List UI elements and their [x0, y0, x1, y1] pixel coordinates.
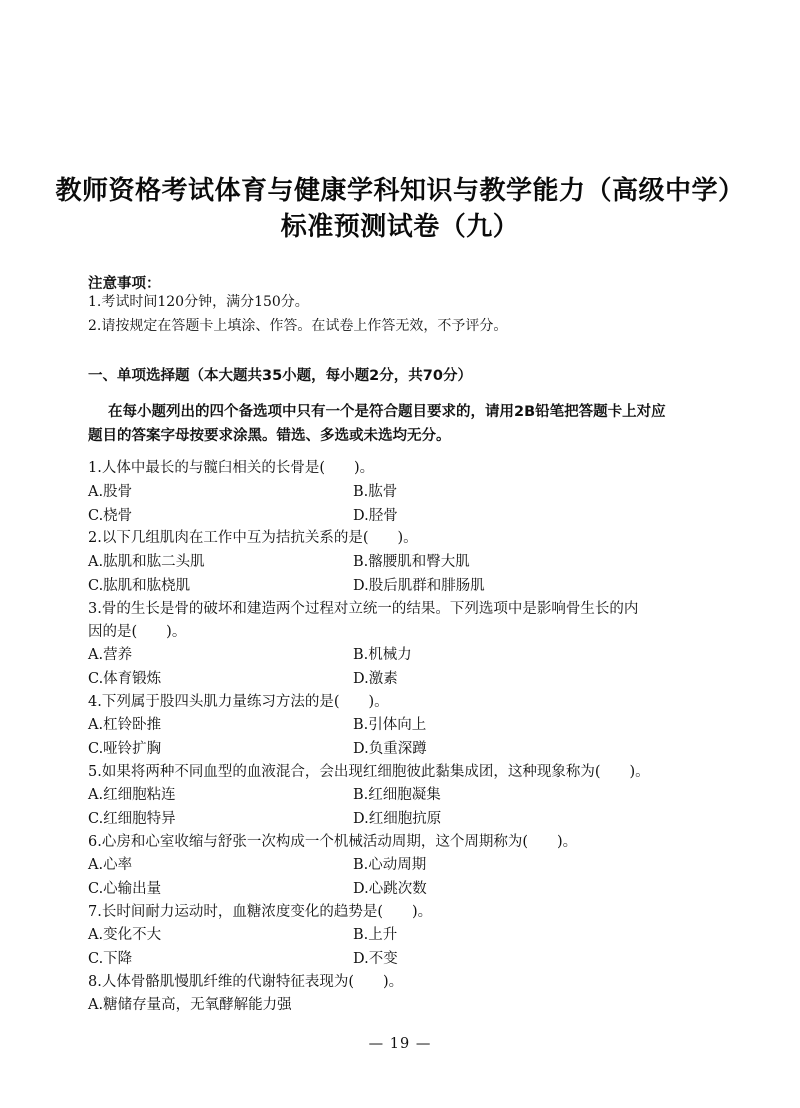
question-6-option-d: D.心跳次数	[353, 881, 427, 897]
notice-item-1: 1.考试时间120分钟，满分150分。	[88, 294, 309, 310]
question-4-option-c: C.哑铃扩胸	[88, 741, 162, 757]
page-number: — 19 —	[368, 1036, 432, 1052]
question-5-option-d: D.红细胞抗原	[353, 811, 442, 827]
question-2-option-d: D.股后肌群和腓肠肌	[353, 578, 485, 594]
instructions-line-1: 在每小题列出的四个备选项中只有一个是符合题目要求的，请用2B铅笔把答题卡上对应	[108, 404, 666, 420]
document-title-line-2: 标准预测试卷（九）	[280, 212, 520, 242]
question-4-option-b: B.引体向上	[353, 717, 427, 733]
question-7-option-a: A.变化不大	[88, 927, 162, 943]
question-4-stem: 4.下列属于股四头肌力量练习方法的是( )。	[88, 694, 389, 710]
question-2-stem: 2.以下几组肌肉在工作中互为拮抗关系的是( )。	[88, 530, 418, 546]
question-7-stem: 7.长时间耐力运动时，血糖浓度变化的趋势是( )。	[88, 904, 433, 920]
question-6-option-c: C.心输出量	[88, 881, 162, 897]
question-8-stem: 8.人体骨骼肌慢肌纤维的代谢特征表现为( )。	[88, 974, 404, 990]
instructions-line-2: 题目的答案字母按要求涂黑。错选、多选或未选均无分。	[88, 428, 451, 444]
question-6-option-b: B.心动周期	[353, 857, 427, 873]
question-1-option-a: A.股骨	[88, 484, 133, 500]
question-3-stem-continued: 因的是( )。	[88, 624, 187, 640]
question-7-option-c: C.下降	[88, 951, 133, 967]
question-1-option-d: D.胫骨	[353, 508, 398, 524]
question-6-stem: 6.心房和心室收缩与舒张一次构成一个机械活动周期，这个周期称为( )。	[88, 834, 578, 850]
question-3-option-c: C.体育锻炼	[88, 671, 162, 687]
notice-item-2: 2.请按规定在答题卡上填涂、作答。在试卷上作答无效，不予评分。	[88, 318, 508, 334]
question-1-stem: 1.人体中最长的与髋臼相关的长骨是( )。	[88, 460, 375, 476]
question-3-option-d: D.激素	[353, 671, 398, 687]
question-3-option-b: B.机械力	[353, 647, 412, 663]
question-5-option-b: B.红细胞凝集	[353, 787, 441, 803]
question-3-option-a: A.营养	[88, 647, 133, 663]
section-heading: 一、单项选择题（本大题共35小题，每小题2分，共70分）	[88, 368, 472, 384]
question-5-stem: 5.如果将两种不同血型的血液混合，会出现红细胞彼此黏集成团，这种现象称为( )。	[88, 764, 650, 780]
question-8-option-a: A.糖储存量高，无氧酵解能力强	[88, 997, 292, 1013]
question-7-option-d: D.不变	[353, 951, 398, 967]
question-4-option-d: D.负重深蹲	[353, 741, 427, 757]
question-2-option-b: B.髂腰肌和臀大肌	[353, 554, 470, 570]
question-2-option-a: A.肱肌和肱二头肌	[88, 554, 205, 570]
question-5-option-c: C.红细胞特异	[88, 811, 176, 827]
question-3-stem: 3.骨的生长是骨的破坏和建造两个过程对立统一的结果。下列选项中是影响骨生长的内	[88, 601, 639, 617]
question-7-option-b: B.上升	[353, 927, 398, 943]
question-2-option-c: C.肱肌和肱桡肌	[88, 578, 191, 594]
question-4-option-a: A.杠铃卧推	[88, 717, 162, 733]
question-1-option-c: C.桡骨	[88, 508, 133, 524]
question-6-option-a: A.心率	[88, 857, 133, 873]
notice-heading: 注意事项：	[88, 276, 161, 292]
question-5-option-a: A.红细胞粘连	[88, 787, 176, 803]
document-title-line-1: 教师资格考试体育与健康学科知识与教学能力（高级中学）	[55, 176, 745, 206]
question-1-option-b: B.肱骨	[353, 484, 398, 500]
